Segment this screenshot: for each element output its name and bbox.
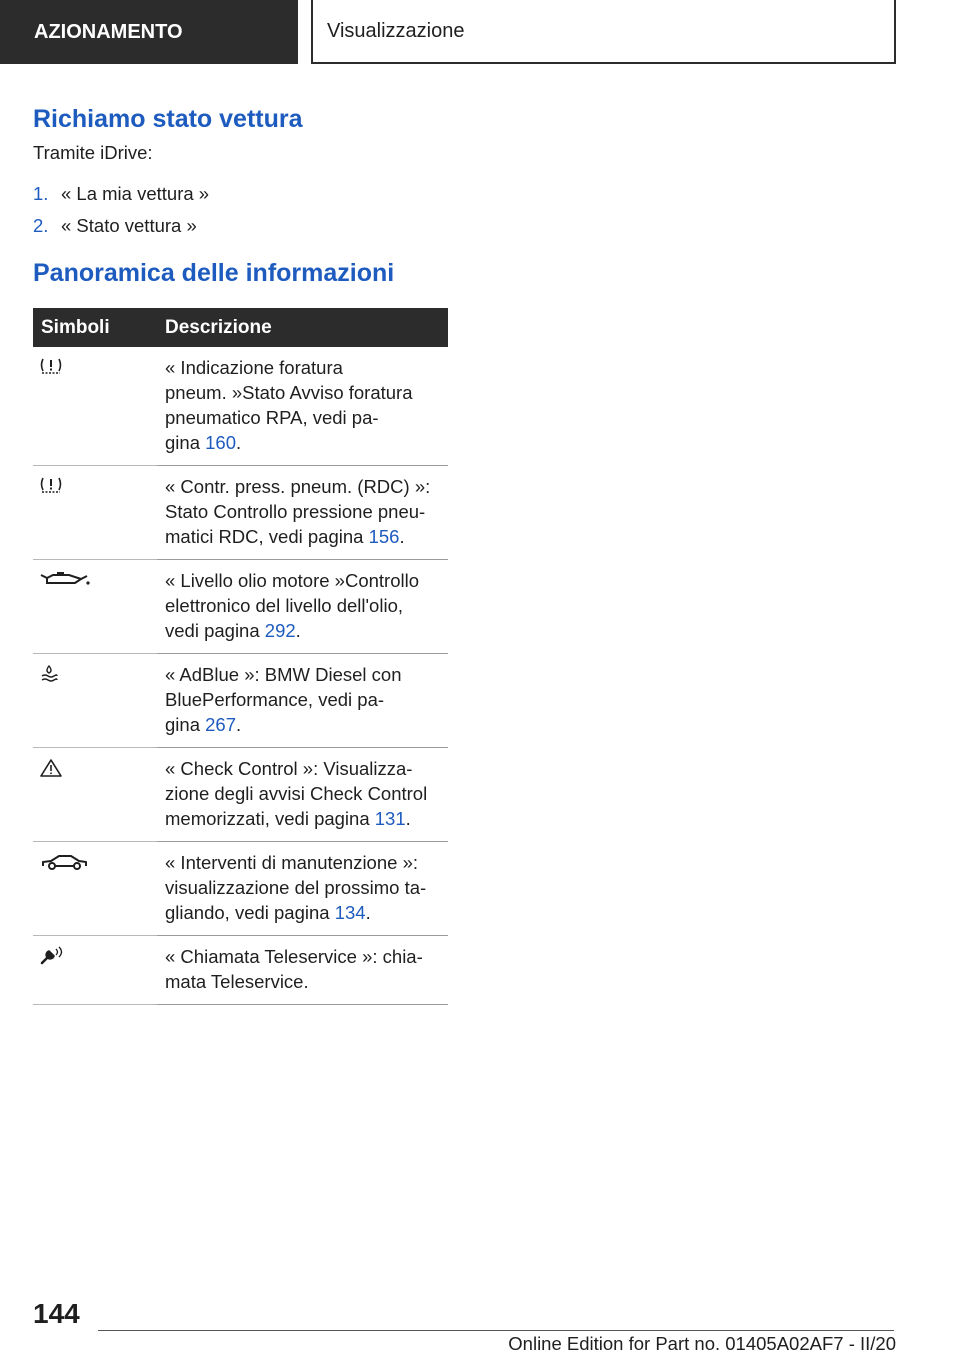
description-cell: « Indicazione foratura pneum. »Stato Avviso foratura pneumatico RPA, vedi pa- gina 160. <box>157 347 448 466</box>
table-row <box>33 842 448 936</box>
page-number: 144 <box>33 1298 80 1329</box>
description-cell: « Chiamata Teleservice »: chia- mata Teleservice. <box>157 936 448 1005</box>
list-item <box>33 178 448 210</box>
step-number: 1. <box>33 183 49 204</box>
page-reference-link[interactable]: 131 <box>374 808 406 829</box>
section-title-status: Richiamo stato vettura <box>33 105 303 133</box>
adblue-icon <box>39 664 149 684</box>
footer-divider <box>98 1330 894 1331</box>
tire-pressure-warning-icon <box>39 357 149 375</box>
info-table <box>33 308 448 1005</box>
main-content <box>33 100 448 1005</box>
table-row <box>33 560 448 654</box>
tire-pressure-control-icon <box>39 476 149 494</box>
page-reference-link[interactable]: 160 <box>205 432 236 453</box>
column-header-symbols: Simboli <box>33 308 157 347</box>
step-text: « La mia vettura » <box>61 183 210 204</box>
table-header-row <box>33 308 448 347</box>
table-row <box>33 748 448 842</box>
step-text: « Stato vettura » <box>61 215 197 236</box>
description-cell: « Interventi di manutenzione »: visualizzazione del prossimo ta- gliando, vedi pagina 134. <box>157 842 448 936</box>
page-reference-link[interactable]: 156 <box>368 526 400 547</box>
description-cell: « AdBlue »: BMW Diesel con BluePerformance, vedi pa- gina 267. <box>157 654 448 748</box>
step-number: 2. <box>33 215 49 236</box>
table-row <box>33 347 448 466</box>
page-header <box>0 0 960 66</box>
oil-can-icon <box>39 570 149 588</box>
steps-list <box>33 178 448 242</box>
description-cell: « Contr. press. pneum. (RDC) »: Stato Controllo pressione pneu- matici RDC, vedi pagina 156. <box>157 466 448 560</box>
description-cell: « Check Control »: Visualizza- zione degli avvisi Check Control memorizzati, vedi pagina 131. <box>157 748 448 842</box>
table-row <box>33 466 448 560</box>
page-reference-link[interactable]: 267 <box>205 714 236 735</box>
list-item <box>33 210 448 242</box>
topic-tab: Visualizzazione <box>311 0 896 64</box>
section-tab: AZIONAMENTO <box>0 0 298 64</box>
section-title-overview: Panoramica delle informazioni <box>33 259 395 287</box>
page-reference-link[interactable]: 134 <box>334 902 366 923</box>
page-reference-link[interactable]: 292 <box>264 620 296 641</box>
table-row <box>33 654 448 748</box>
warning-triangle-icon <box>39 758 149 778</box>
description-cell: « Livello olio motore »Controllo elettronico del livello dell'olio, vedi pagina 292. <box>157 560 448 654</box>
column-header-description: Descrizione <box>157 308 448 347</box>
car-service-icon <box>39 852 149 872</box>
intro-text: Tramite iDrive: <box>33 142 153 163</box>
table-row <box>33 936 448 1005</box>
edition-note: Online Edition for Part no. 01405A02AF7 - II/20 <box>508 1333 896 1354</box>
wrench-signal-icon <box>39 946 149 966</box>
